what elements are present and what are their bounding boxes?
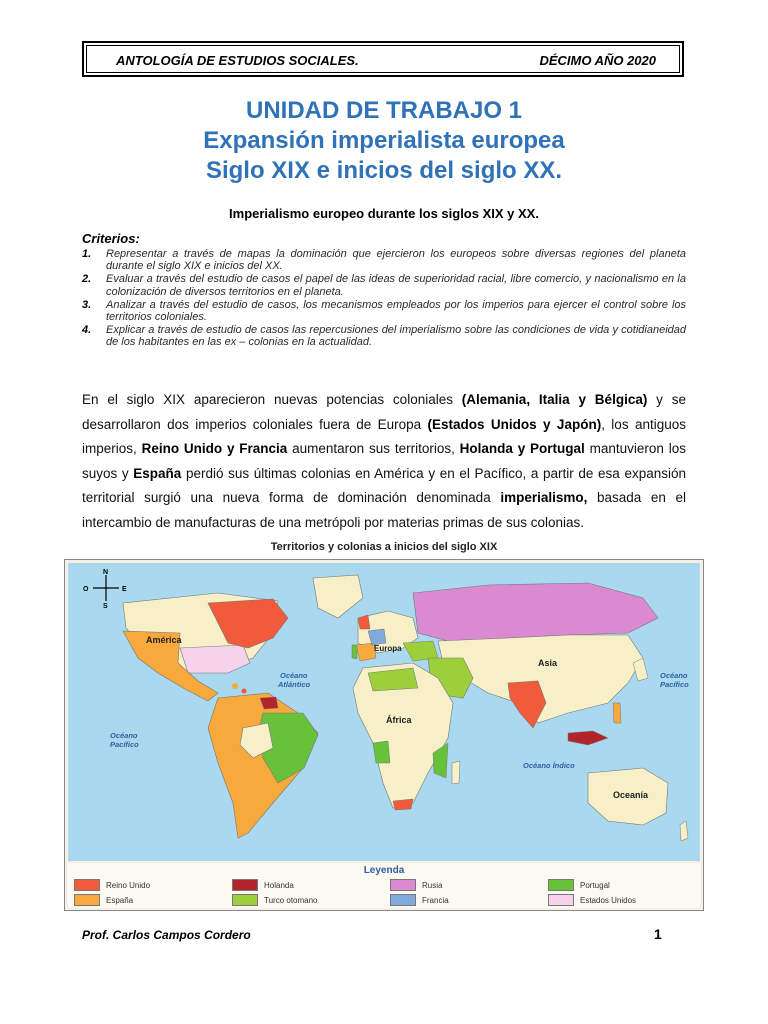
cape-colony-uk [393,799,413,810]
unit-period: Siglo XIX e inicios del siglo XX. [205,157,563,184]
paragraph-bold: (Alemania, Italia y Bélgica) [461,392,648,407]
legend-label: Turco otomano [264,895,318,905]
page-number: 1 [654,926,662,942]
label-pacific-east-line2: Pacífico [660,680,689,689]
footer-author: Prof. Carlos Campos Cordero [82,928,251,942]
criteria-text: Evaluar a través del estudio de casos el papel de las ideas de superioridad racial, libre comercio, y nacionalismo en la colonización de diversos territorios en el planeta. [106,273,686,298]
caribbean-island [242,689,247,694]
label-pacific-west-line1: Océano [110,731,138,740]
paragraph-bold: (Estados Unidos y Japón) [427,416,602,432]
legend-item-rusia [390,879,442,891]
legend-item-portugal [548,879,610,891]
map-legend [68,863,700,908]
paragraph-bold: España [133,465,182,481]
legend-swatch [548,894,574,906]
criteria-text: Analizar a través del estudio de casos, los mecanismos empleados por los imperios para ejercer el control sobre los territorios coloniales. [106,298,686,324]
criteria-heading: Criterios: [82,231,140,246]
legend-item-estados-unidos [548,894,636,906]
paragraph-text: basada en el intercambio de manufacturas de una metrópoli por materias primas de sus colonias. [82,490,686,530]
criteria-number: 4. [82,324,92,337]
section-subtitle: Imperialismo europeo durante los siglos XIX y XX. [229,206,539,221]
paragraph-text: y se desarrollaron dos imperios coloniales fuera de Europa [82,392,687,432]
legend-label: Portugal [580,880,610,890]
legend-swatch [232,879,258,891]
legend-swatch [548,879,574,891]
criteria-item [82,273,686,297]
criteria-item [82,299,686,323]
madagascar-land [452,761,460,784]
legend-label: Rusia [422,880,443,890]
label-oceania: Oceanía [613,790,649,800]
legend-label: Francia [422,895,449,905]
label-america: América [146,635,182,645]
label-africa: África [386,715,412,725]
world-map-figure [64,559,704,911]
label-pacific-west-line2: Pacífico [110,740,139,749]
portugal-iberia [352,645,357,659]
legend-label: Reino Unido [106,880,151,890]
world-map [68,563,700,861]
label-atlantic-line1: Océano [280,671,308,680]
compass-o: O [83,586,89,593]
legend-swatch [74,879,100,891]
label-asia: Asia [538,658,558,668]
header-grade-year: DÉCIMO AÑO 2020 [539,53,656,68]
criteria-item [82,324,686,348]
legend-label: España [106,895,134,905]
label-europa: Europa [374,644,402,653]
legend-title: Leyenda [363,865,405,876]
paragraph-text: mantuvieron los suyos y [82,441,686,481]
criteria-number: 1. [82,248,92,260]
compass-s: S [103,603,108,610]
header-subject: ANTOLOGÍA DE ESTUDIOS SOCIALES. [116,53,359,68]
legend-swatch [390,879,416,891]
legend-item-espana [74,894,133,906]
paragraph-text: , los antiguos imperios, [82,416,686,457]
criteria-item [82,248,686,272]
paragraph-text: aumentaron sus territorios, [287,441,460,457]
legend-swatch [232,894,258,906]
criteria-text: Explicar a través de estudio de casos las repercusiones del imperialismo sobre las condiciones de vida y cotidianeidad de los habitantes en las ex – colonias en la actualidad. [106,324,686,349]
legend-item-francia [390,894,449,906]
unit-topic: Expansión imperialista europea [203,127,565,154]
legend-swatch [74,894,100,906]
page-header [82,41,684,77]
criteria-number: 2. [82,273,92,286]
compass-e: E [122,586,127,593]
philippines-spain [613,703,621,723]
compass-n: N [103,569,109,576]
criteria-list [82,248,686,350]
criteria-text: Representar a través de mapas la dominación que ejercieron los europeos sobre diversas regiones del planeta durante el siglo XIX e inicios del XX. [106,248,686,273]
criteria-number: 3. [82,298,92,311]
map-caption: Territorios y colonias a inicios del siglo XIX [270,541,498,553]
legend-label: Holanda [264,880,294,890]
paragraph-bold: Reino Unido y Francia [141,441,288,457]
body-paragraph [82,388,686,536]
paragraph-bold: imperialismo, [500,490,588,506]
legend-swatch [390,894,416,906]
label-atlantic-line2: Atlántico [278,680,311,689]
legend-item-holanda [232,879,294,891]
legend-label: Estados Unidos [580,895,637,905]
legend-item-turco-otomano [232,894,318,906]
unit-title: UNIDAD DE TRABAJO 1 [245,97,523,124]
paragraph-bold: Holanda y Portugal [459,441,585,457]
angola-portugal [373,741,390,763]
label-pacific-east-line1: Océano [660,671,688,680]
label-indian-ocean: Océano Índico [523,761,575,770]
legend-item-reino-unido [74,879,150,891]
caribbean-island [232,683,238,689]
paragraph-text: En el siglo XIX aparecieron nuevas potencias coloniales [82,392,462,407]
paragraph-text: perdió sus últimas colonias en América y en el Pacífico, a partir de esa expansión territorial surgió una nueva forma de dominación denominada [82,465,686,506]
